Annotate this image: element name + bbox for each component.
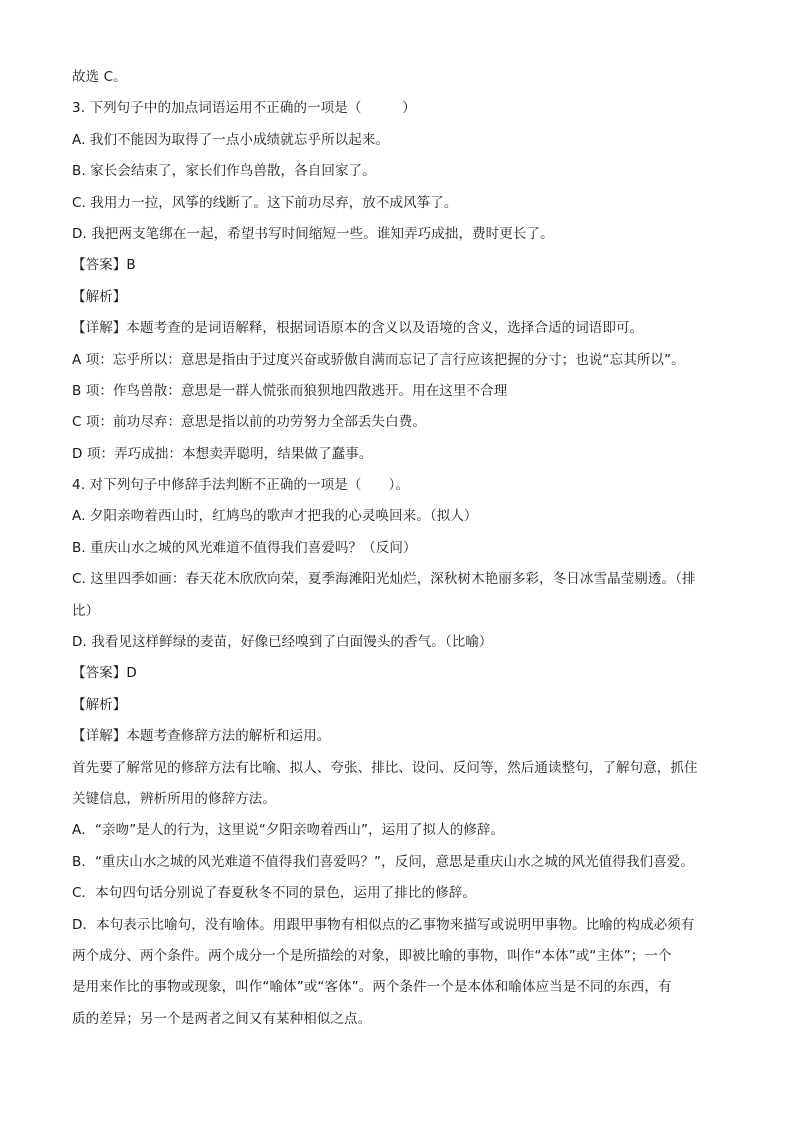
explanation-line: 两个成分、两个条件。两个成分一个是所描绘的对象，即被比喻的事物，叫作“本体”或“主体”；一个 xyxy=(72,947,672,964)
question-3-stem: 3. 下列句子中的加点词语运用不正确的一项是（ ） xyxy=(72,100,416,117)
document-page xyxy=(72,62,722,1035)
explanation-line: B．“重庆山水之城的风光难道不值得我们喜爱吗？”，反问，意思是重庆山水之城的风光值得我们喜爱。 xyxy=(72,853,694,870)
explanation-line: 首先要了解常见的修辞方法有比喻、拟人、夸张、排比、设问、反问等，然后通读整句，了解句意，抓住 xyxy=(72,759,698,776)
question-3-option-c: C. 我用力一拉，风筝的线断了。这下前功尽弃，放不成风筝了。 xyxy=(72,194,458,211)
answer-label: 【答案】B xyxy=(72,257,136,274)
question-4-stem: 4. 对下列句子中修辞手法判断不正确的一项是（ ）。 xyxy=(72,477,410,494)
explanation-line: 质的差异；另一个是两者之间又有某种相似之点。 xyxy=(72,1010,372,1027)
question-4-option-d: D. 我看见这样鲜绿的麦苗，好像已经嗅到了白面馒头的香气。（比喻） xyxy=(72,634,493,651)
explanation-line: 【详解】本题考查的是词语解释，根据词语原本的含义以及语境的含义，选择合适的词语即可。 xyxy=(72,320,644,337)
question-3-option-b: B. 家长会结束了，家长们作鸟兽散，各自回家了。 xyxy=(72,163,376,180)
question-4-option-a: A. 夕阳亲吻着西山时，红鸠鸟的歌声才把我的心灵唤回来。（拟人） xyxy=(72,508,478,525)
explanation-line: D 项：弄巧成拙：本想卖弄聪明，结果做了蠢事。 xyxy=(72,445,373,462)
question-4-option-c: C. 这里四季如画：春天花木欣欣向荣，夏季海滩阳光灿烂，深秋树木艳丽多彩，冬日冰雪晶莹剔透。（排 xyxy=(72,571,696,588)
explanation-line: B 项：作鸟兽散：意思是一群人慌张而狼狈地四散逃开。用在这里不合理 xyxy=(72,382,508,399)
explanation-line: A．“亲吻”是人的行为，这里说“夕阳亲吻着西山”，运用了拟人的修辞。 xyxy=(72,822,505,839)
analysis-label: 【解析】 xyxy=(72,696,127,713)
explanation-line: A 项：忘乎所以：意思是指由于过度兴奋或骄傲自满而忘记了言行应该把握的分寸；也说“忘其所以”。 xyxy=(72,351,685,368)
analysis-label: 【解析】 xyxy=(72,288,127,305)
answer-label: 【答案】D xyxy=(72,665,137,682)
text-line: 故选 C。 xyxy=(72,69,127,85)
explanation-line: 【详解】本题考查修辞方法的解析和运用。 xyxy=(72,728,331,745)
explanation-line: C 项：前功尽弃：意思是指以前的功劳努力全部丢失白费。 xyxy=(72,414,426,431)
explanation-line: 关键信息，辨析所用的修辞方法。 xyxy=(72,790,276,807)
question-4-option-c-cont: 比） xyxy=(72,602,100,619)
explanation-line: 是用来作比的事物或现象，叫作“喻体”或“客体”。两个条件一个是本体和喻体应当是不同的东西，有 xyxy=(72,979,672,996)
question-3-option-a: A. 我们不能因为取得了一点小成绩就忘乎所以起来。 xyxy=(72,131,390,148)
question-4-option-b: B. 重庆山水之城的风光难道不值得我们喜爱吗？（反问） xyxy=(72,539,417,556)
explanation-line: D．本句表示比喻句，没有喻体。用跟甲事物有相似点的乙事物来描写或说明甲事物。比喻的构成必须有 xyxy=(72,916,695,933)
question-3-option-d: D. 我把两支笔绑在一起，希望书写时间缩短一些。谁知弄巧成拙，费时更长了。 xyxy=(72,225,554,242)
explanation-line: C．本句四句话分别说了春夏秋冬不同的景色，运用了排比的修辞。 xyxy=(72,885,476,902)
